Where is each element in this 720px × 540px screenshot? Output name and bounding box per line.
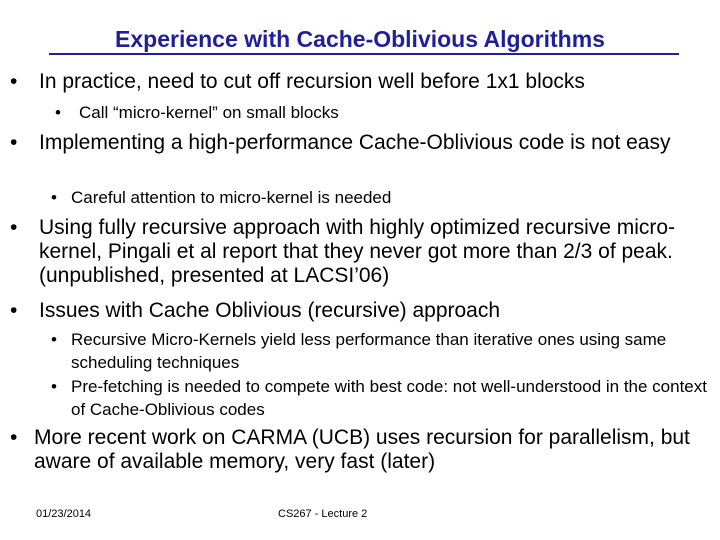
sub-bullet-text: Call “micro-kernel” on small blocks [79,103,339,122]
sub-bullet-text: Careful attention to micro-kernel is needed [71,188,392,207]
sub-bullet-dot: • [51,377,57,396]
bullet-text: Issues with Cache Oblivious (recursive) approach [39,299,501,322]
sub-bullet-text: Pre-fetching is needed to compete with best code: not well-understood in the context of Cache-Oblivious codes [71,377,707,419]
sub-bullet-dot: • [55,103,61,122]
sub-bullet-item [51,375,711,421]
sub-bullet-item [55,101,700,124]
footer-lecture: CS267 - Lecture 2 [278,508,368,520]
bullet-text: More recent work on CARMA (UCB) uses recursion for parallelism, but aware of available memory, very fast (later) [34,426,690,473]
sub-bullet-text: Recursive Micro-Kernels yield less performance than iterative ones using same scheduling techniques [71,330,667,372]
bullet-dot: • [10,426,18,449]
bullet-text: In practice, need to cut off recursion well before 1x1 blocks [39,70,585,93]
bullet-dot: • [10,216,18,239]
bullet-item [10,216,710,288]
footer-date: 01/23/2014 [36,508,92,520]
bullet-item [10,299,710,323]
bullet-item [10,70,700,94]
slide-title: Experience with Cache-Oblivious Algorithms [115,26,605,52]
sub-bullet-dot: • [51,330,57,349]
bullet-item [10,426,690,474]
bullet-item [10,131,675,155]
sub-bullet-item [51,328,700,374]
bullet-text: Using fully recursive approach with highly optimized recursive micro-kernel, Pingali et al report that they never got more than 2/3 of peak. (unpublished, presented at LACSI’06) [39,216,676,287]
title-underline [49,53,679,55]
bullet-dot: • [10,299,18,322]
bullet-dot: • [10,131,18,154]
sub-bullet-dot: • [51,188,57,207]
bullet-dot: • [10,70,18,93]
sub-bullet-item [51,186,700,209]
bullet-text: Implementing a high-performance Cache-Oblivious code is not easy [39,131,671,154]
